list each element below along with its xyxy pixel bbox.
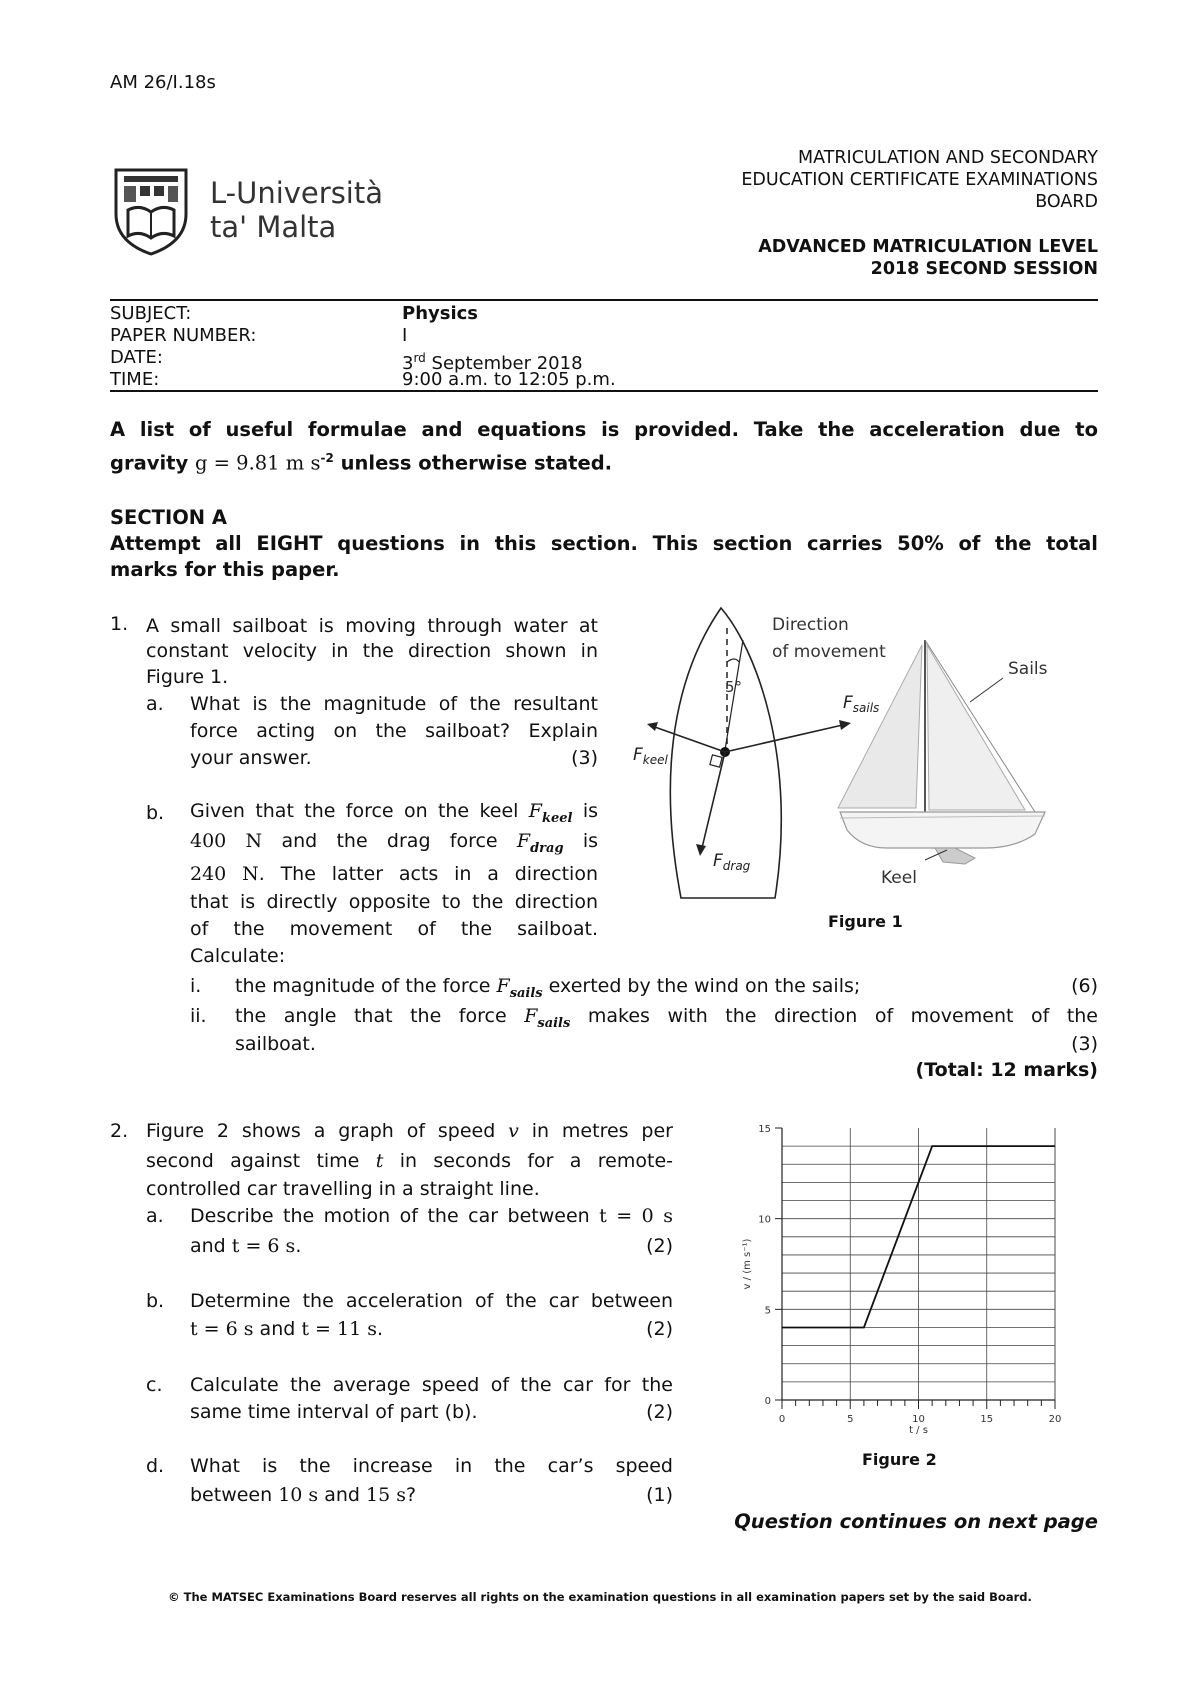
- subject-label: SUBJECT:: [110, 303, 192, 324]
- board-name: [741, 147, 1098, 213]
- y-axis-label: v / (m s⁻¹): [742, 1238, 753, 1290]
- q1b-text2: is: [572, 800, 599, 822]
- university-name-line2: ta' Malta: [210, 210, 337, 244]
- date-sup: rd: [413, 351, 426, 365]
- figure1-keel-label: Keel: [881, 868, 917, 888]
- figure1-caption: Figure 1: [828, 912, 903, 931]
- board-line2: EDUCATION CERTIFICATE EXAMINATIONS: [741, 170, 1098, 190]
- q1a-line3: your answer.: [190, 747, 312, 769]
- q1bii-label: ii.: [190, 1005, 207, 1027]
- q2b-t11: t = 11 s: [301, 1318, 377, 1340]
- q2-stem-text1: Figure 2 shows a graph of speed: [146, 1120, 509, 1142]
- q2a-t0: t = 0 s: [599, 1205, 674, 1227]
- copyright-note: © The MATSEC Examinations Board reserves all rights on the examination questions in all examination papers set by the said Board.: [168, 1590, 1032, 1604]
- info-top-rule: [110, 299, 1098, 301]
- figure1-diagram: [625, 600, 1105, 930]
- q2b-and: and: [253, 1318, 302, 1340]
- date-day: 3: [402, 353, 414, 374]
- q2a-text2: and: [190, 1235, 232, 1257]
- figure1-angle-label: 5°: [725, 678, 743, 696]
- q1-number: 1.: [110, 613, 129, 635]
- q2a-label: a.: [146, 1205, 164, 1227]
- figure1-fsails-arrow: [725, 724, 847, 752]
- q1a-line2: force acting on the sailboat? Explain: [190, 720, 598, 742]
- y-tick-label: 15: [758, 1124, 771, 1135]
- q2-stem-line3: controlled car travelling in a straight line.: [146, 1178, 540, 1200]
- q1bi-text: [235, 975, 860, 1001]
- intro-line1: A list of useful formulae and equations is provided. Take the acceleration due to: [110, 418, 1098, 441]
- x-tick-label: 10: [912, 1414, 925, 1425]
- x-tick-label: 20: [1048, 1414, 1062, 1425]
- q2b-label: b.: [146, 1290, 165, 1312]
- q1bii-line1: [235, 1005, 1098, 1031]
- section-title: SECTION A: [110, 506, 228, 529]
- q1bii-text2: makes with the direction of movement of the: [570, 1005, 1099, 1027]
- q1bii-fsails-sub: sails: [537, 1015, 571, 1031]
- q2b-line1: Determine the acceleration of the car between: [190, 1290, 673, 1312]
- q2b-line2: [190, 1318, 383, 1340]
- level-line2: 2018 SECOND SESSION: [870, 259, 1098, 279]
- q1bi-marks: (6): [1071, 975, 1098, 997]
- q2a-text3: .: [295, 1235, 302, 1257]
- q1bii-marks: (3): [1071, 1033, 1098, 1055]
- intro-gravity: gravity: [110, 451, 195, 475]
- figure1-fkeel-label: $F_{keel}$: [633, 745, 668, 767]
- figure1-fdrag-arrow: [701, 752, 725, 852]
- x-axis-label: t / s: [909, 1425, 928, 1436]
- q1a-label: a.: [146, 693, 164, 715]
- figure1-fkeel-arrowhead: [647, 722, 658, 731]
- q1bi-fsails: F: [496, 975, 510, 997]
- figure1-right-angle: [710, 755, 722, 767]
- paper-code: AM 26/I.18s: [110, 72, 216, 93]
- q1b-line6: Calculate:: [190, 945, 286, 967]
- q2d-label: d.: [146, 1455, 165, 1477]
- info-bottom-rule: [110, 390, 1098, 392]
- q1b-fkeel: F: [528, 800, 542, 822]
- q1b-240n: 240 N: [190, 863, 259, 885]
- q2-stem-text4: in seconds for a remote-: [383, 1150, 673, 1172]
- q2b-end: .: [376, 1318, 383, 1340]
- paper-value: I: [402, 325, 408, 346]
- time-value: 9:00 a.m. to 12:05 p.m.: [402, 369, 616, 390]
- university-logo: [110, 166, 192, 256]
- q1b-text4: is: [563, 830, 599, 852]
- q1b-text5: . The latter acts in a direction: [258, 863, 598, 885]
- figure1-keel-shape: [935, 848, 975, 864]
- q1b-line3: [190, 863, 598, 885]
- q1b-fkeel-sub: keel: [541, 810, 573, 826]
- intro-g-value: g = 9.81 m s: [194, 451, 321, 475]
- q1b-line5: of the movement of the sailboat.: [190, 918, 598, 940]
- q2b-marks: (2): [646, 1318, 673, 1340]
- q1bi-label: i.: [190, 975, 202, 997]
- q2b-t6: t = 6 s: [190, 1318, 254, 1340]
- figure1-fsails-arrowhead: [839, 720, 851, 730]
- q1b-label: b.: [146, 802, 165, 824]
- q1-stem-line1: A small sailboat is moving through water at: [146, 615, 598, 637]
- q2c-line1: Calculate the average speed of the car for the: [190, 1374, 673, 1396]
- q2a-line1: [190, 1205, 673, 1227]
- q2a-t6: t = 6 s: [231, 1235, 296, 1257]
- q2c-label: c.: [146, 1374, 163, 1396]
- q2c-line2: same time interval of part (b).: [190, 1401, 478, 1423]
- q2-stem-line1: [146, 1120, 673, 1142]
- q1b-fdrag-sub: drag: [530, 840, 564, 856]
- q2-stem-text3: second against time: [146, 1150, 376, 1172]
- level-line1: ADVANCED MATRICULATION LEVEL: [758, 237, 1098, 257]
- q2d-marks: (1): [646, 1484, 673, 1506]
- exam-level: [758, 236, 1098, 280]
- figure1-angle-arc: [727, 659, 739, 662]
- figure1-direction-label-2: of movement: [772, 642, 886, 662]
- q2a-marks: (2): [646, 1235, 673, 1257]
- q1bii-line2: sailboat.: [235, 1033, 316, 1055]
- q2a-text1: Describe the motion of the car between: [190, 1205, 600, 1227]
- figure1-fkeel-arrow: [652, 726, 725, 752]
- q1b-fdrag: F: [516, 830, 531, 852]
- q1b-line2: [190, 830, 598, 856]
- figure1-fsails-label: $F_{sails}$: [843, 693, 880, 715]
- intro-g-sup: -2: [320, 451, 334, 465]
- q2d-end: ?: [405, 1484, 417, 1506]
- q1b-text1: Given that the force on the keel: [190, 800, 529, 822]
- figure1-fdrag-label: $F_{drag}$: [713, 851, 751, 873]
- figure1-jib-sail: [838, 645, 922, 808]
- date-rest: September 2018: [425, 353, 583, 374]
- q2-number: 2.: [110, 1120, 129, 1142]
- intro-rest: unless otherwise stated.: [333, 451, 613, 475]
- q1-stem-line3: Figure 1.: [146, 666, 229, 688]
- figure2-chart: [730, 1110, 1070, 1436]
- q2d-line2: [190, 1484, 416, 1506]
- figure2-caption: Figure 2: [862, 1450, 937, 1469]
- q2c-marks: (2): [646, 1401, 673, 1423]
- paper-label: PAPER NUMBER:: [110, 325, 257, 346]
- q2a-line2: [190, 1235, 301, 1257]
- q2d-10s: 10 s: [278, 1484, 319, 1506]
- figure1-sails-label: Sails: [1008, 659, 1048, 679]
- time-label: TIME:: [110, 369, 160, 390]
- q1b-400n: 400 N: [190, 830, 263, 852]
- q2d-and: and: [318, 1484, 366, 1506]
- q1b-line4: that is directly opposite to the direction: [190, 891, 598, 913]
- figure1-sails-pointer: [970, 678, 1003, 702]
- q1-stem-line2: constant velocity in the direction shown in: [146, 640, 598, 662]
- x-tick-label: 5: [847, 1414, 854, 1425]
- q1a-marks: (3): [571, 747, 598, 769]
- figure1-fdrag-arrowhead: [696, 844, 706, 856]
- q1bii-text1: the angle that the force: [235, 1005, 525, 1027]
- continue-note: Question continues on next page: [734, 1510, 1098, 1533]
- q1bi-fsails-sub: sails: [509, 985, 543, 1001]
- y-tick-label: 5: [764, 1305, 771, 1317]
- section-instructions-line1: Attempt all EIGHT questions in this section. This section carries 50% of the total: [110, 532, 1098, 555]
- x-tick-label: 0: [778, 1414, 786, 1425]
- x-tick-label: 15: [980, 1414, 994, 1425]
- q2-stem-text2: in metres per: [518, 1120, 673, 1142]
- q1bii-fsails: F: [524, 1005, 538, 1027]
- q1b-text3: and the drag force: [262, 830, 517, 852]
- board-line1: MATRICULATION AND SECONDARY: [797, 148, 1098, 168]
- q1a-line1: What is the magnitude of the resultant: [190, 693, 598, 715]
- q1b-line1: [190, 800, 598, 826]
- board-line3: BOARD: [1035, 192, 1098, 212]
- date-label: DATE:: [110, 347, 163, 368]
- q2d-15s: 15 s: [366, 1484, 406, 1506]
- q1-total: (Total: 12 marks): [915, 1059, 1098, 1081]
- subject-value: Physics: [402, 303, 479, 324]
- q2-stem-t: t: [375, 1150, 384, 1172]
- intro-line2: [110, 451, 612, 475]
- q1bi-text2: exerted by the wind on the sails;: [542, 975, 861, 997]
- section-instructions-line2: marks for this paper.: [110, 558, 340, 581]
- q2d-text1: between: [190, 1484, 279, 1506]
- q2d-line1: What is the increase in the car’s speed: [190, 1455, 673, 1477]
- university-crest-icon: [110, 166, 192, 256]
- q2-stem-line2: [146, 1150, 673, 1172]
- figure1-direction-label-1: Direction: [772, 615, 849, 635]
- y-tick-label: 0: [764, 1396, 771, 1407]
- q2-stem-v: v: [508, 1120, 519, 1142]
- q1bi-text1: the magnitude of the force: [235, 975, 497, 997]
- university-name-line1: L-Università: [210, 176, 384, 210]
- y-tick-label: 10: [758, 1214, 771, 1226]
